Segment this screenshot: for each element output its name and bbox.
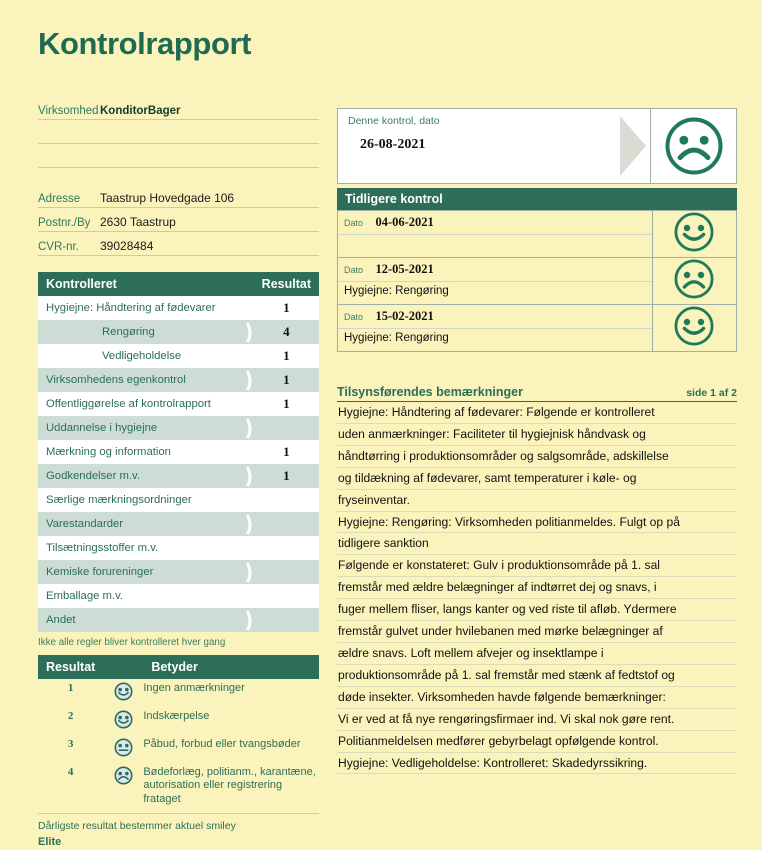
table-row (38, 560, 319, 584)
controlled-item-result (254, 560, 319, 584)
table-row (38, 464, 319, 488)
blank-row-2 (38, 144, 319, 168)
controlled-item-result (254, 512, 319, 536)
controlled-item-label: Rengøring (38, 320, 254, 344)
controlled-item-label: Tilsætningsstoffer m.v. (38, 536, 254, 560)
current-inspection-label: Denne kontrol, dato (348, 115, 440, 127)
controlled-item-label: Godkendelser m.v. (38, 464, 254, 488)
previous-inspection-row (338, 211, 737, 258)
controlled-table (38, 272, 319, 632)
blank-row-1 (38, 120, 319, 144)
remark-line: uden anmærkninger: Faciliteter til hygiejnisk håndvask og (337, 424, 737, 446)
remark-line: fremstår gulvet under hvilebanen med mørke belægninger af (337, 621, 737, 643)
current-inspection-date: 26-08-2021 (360, 137, 426, 152)
zip-city-value: 2630 Taastrup (100, 215, 176, 229)
table-row (38, 584, 319, 608)
remark-line: døde insekter. Virksomheden havde følgende bemærkninger: (337, 687, 737, 709)
remark-line: produktionsområde på 1. sal fremstår med stænk af fedtstof og (337, 665, 737, 687)
controlled-item-result (254, 584, 319, 608)
remark-line: fremstår med ældre belægninger af indtørret dej og snavs, i (337, 577, 737, 599)
controlled-item-label: Hygiejne: Håndtering af fødevarer (38, 296, 254, 320)
table-row (38, 296, 319, 320)
business-name: KonditorBager (100, 105, 181, 117)
controlled-item-result: 1 (254, 296, 319, 320)
zip-city-row (38, 208, 319, 232)
remark-line: tidligere sanktion (337, 533, 737, 555)
controlled-item-result (254, 488, 319, 512)
controlled-item-label: Mærkning og information (38, 440, 254, 464)
controlled-item-result (254, 536, 319, 560)
legend-header-spacer (103, 655, 143, 679)
previous-date-line (338, 258, 652, 282)
cvr-value: 39028484 (100, 239, 154, 253)
legend-meaning-text: Bødeforlæg, politianm., karantæne, autorisation eller registrering frataget (143, 766, 316, 805)
inspection-panel (337, 108, 737, 352)
previous-date-label: Dato (344, 265, 364, 275)
legend-table (38, 655, 319, 809)
business-info-panel (38, 96, 319, 850)
previous-inspection-row (338, 258, 737, 305)
remark-line: Følgende er konstateret: Gulv i produktionsområde på 1. sal (337, 555, 737, 577)
current-inspection-details (338, 109, 650, 183)
legend-header-meaning: Betyder (151, 660, 198, 674)
table-row (38, 320, 319, 344)
table-row (38, 416, 319, 440)
controlled-item-label: Vedligeholdelse (38, 344, 254, 368)
remarks-page-indicator: side 1 af 2 (686, 387, 737, 399)
previous-date-label: Dato (344, 312, 364, 322)
controlled-item-result: 1 (254, 344, 319, 368)
table-row (38, 512, 319, 536)
legend-smiley-icon (103, 679, 143, 707)
controlled-item-label: Uddannelse i hygiejne (38, 416, 254, 440)
legend-result-number: 1 (67, 682, 74, 694)
remark-line: fuger mellem fliser, langs kanter og ved riste til afløb. Ydermere (337, 599, 737, 621)
controlled-item-result: 1 (254, 392, 319, 416)
legend-row (38, 707, 319, 735)
legend-header-result: Resultat (46, 660, 96, 674)
remarks-title: Tilsynsførendes bemærkninger (337, 385, 523, 399)
address-row (38, 184, 319, 208)
controlled-item-label: Emballage m.v. (38, 584, 254, 608)
legend-meaning-text: Påbud, forbud eller tvangsbøder (143, 738, 301, 750)
previous-date-line (338, 305, 652, 329)
previous-smiley-icon (652, 211, 736, 258)
legend-cut-row: Elite (38, 836, 62, 849)
controlled-item-label: Virksomhedens egenkontrol (38, 368, 254, 392)
page-title: Kontrolrapport (38, 26, 252, 61)
previous-smiley-icon (652, 305, 736, 352)
table-row (38, 488, 319, 512)
legend-result-number: 4 (67, 766, 74, 778)
controlled-item-result: 4 (254, 320, 319, 344)
previous-inspection-details (338, 211, 653, 258)
cvr-label: CVR-nr. (38, 241, 79, 253)
arrow-icon (620, 109, 650, 183)
previous-date-value: 12-05-2021 (375, 262, 434, 276)
business-name-row (38, 96, 319, 120)
legend-row (38, 679, 319, 707)
table-row (38, 344, 319, 368)
controlled-item-label: Kemiske forureninger (38, 560, 254, 584)
previous-date-line (338, 211, 652, 235)
remark-line: og tildækning af fødevarer, samt temperaturer i køle- og (337, 468, 737, 490)
remark-line: Politianmeldelsen medfører gebyrbelagt opfølgende kontrol. (337, 731, 737, 753)
previous-inspections-table (337, 210, 737, 352)
remark-line: ældre snavs. Loft mellem afvejer og insektlampe i (337, 643, 737, 665)
previous-smiley-icon (652, 258, 736, 305)
controlled-item-result: 1 (254, 464, 319, 488)
controlled-item-label: Andet (38, 608, 254, 632)
remark-line: fryseinventar. (337, 490, 737, 512)
legend-meaning-text: Ingen anmærkninger (143, 682, 245, 694)
previous-inspection-details (338, 305, 653, 352)
legend-table-header (38, 655, 319, 679)
controlled-item-result (254, 416, 319, 440)
remark-line: Hygiejne: Vedligeholdelse: Kontrolleret: Skadedyrssikring. (337, 753, 737, 775)
controlled-item-result: 1 (254, 368, 319, 392)
remark-line: Hygiejne: Rengøring: Virksomheden politianmeldes. Fulgt op på (337, 512, 737, 534)
remarks-section (337, 385, 737, 774)
controlled-item-label: Særlige mærkningsordninger (38, 488, 254, 512)
address-label: Adresse (38, 193, 81, 205)
legend-meaning-text: Indskærpelse (143, 710, 210, 722)
controlled-footnote: Ikke alle regler bliver kontrolleret hver gang (38, 637, 226, 648)
cvr-row (38, 232, 319, 256)
remark-line: håndtørring i produktionsområder og salgsområde, adskillelse (337, 446, 737, 468)
controlled-item-label: Offentliggørelse af kontrolrapport (38, 392, 254, 416)
table-row (38, 440, 319, 464)
remarks-header (337, 385, 737, 402)
legend-result-number: 3 (67, 738, 74, 750)
address-value: Taastrup Hovedgade 106 (100, 191, 235, 205)
table-row (38, 608, 319, 632)
controlled-item-label: Varestandarder (38, 512, 254, 536)
controlled-item-result: 1 (254, 440, 319, 464)
remark-line: Hygiejne: Håndtering af fødevarer: Følgende er kontrolleret (337, 402, 737, 424)
table-row (38, 392, 319, 416)
controlled-header-name: Kontrolleret (46, 277, 117, 291)
previous-subject: Hygiejne: Rengøring (344, 285, 449, 297)
controlled-table-header (38, 272, 319, 296)
controlled-item-result (254, 608, 319, 632)
previous-subject (338, 235, 652, 257)
legend-result-number: 2 (67, 710, 74, 722)
legend-smiley-icon (103, 735, 143, 763)
controlled-header-result: Resultat (261, 277, 311, 291)
table-row (38, 368, 319, 392)
previous-date-label: Dato (344, 218, 364, 228)
previous-inspection-row (338, 305, 737, 352)
previous-subject: Hygiejne: Rengøring (344, 332, 449, 344)
remark-line: Vi er ved at få nye rengøringsfirmaer ind. Vi skal nok gøre rent. (337, 709, 737, 731)
current-inspection-box (337, 108, 737, 184)
business-label: Virksomhed (38, 105, 99, 117)
legend-smiley-icon (103, 763, 143, 809)
legend-row (38, 735, 319, 763)
previous-inspection-details (338, 258, 653, 305)
legend-row (38, 763, 319, 809)
previous-date-value: 15-02-2021 (375, 309, 434, 323)
zip-label: Postnr./By (38, 217, 91, 229)
legend-smiley-icon (103, 707, 143, 735)
previous-date-value: 04-06-2021 (375, 215, 434, 229)
current-smiley-icon (650, 109, 736, 183)
legend-footer: Dårligste resultat bestemmer aktuel smiley (38, 813, 319, 832)
previous-inspections-header: Tidligere kontrol (337, 188, 737, 210)
table-row (38, 536, 319, 560)
